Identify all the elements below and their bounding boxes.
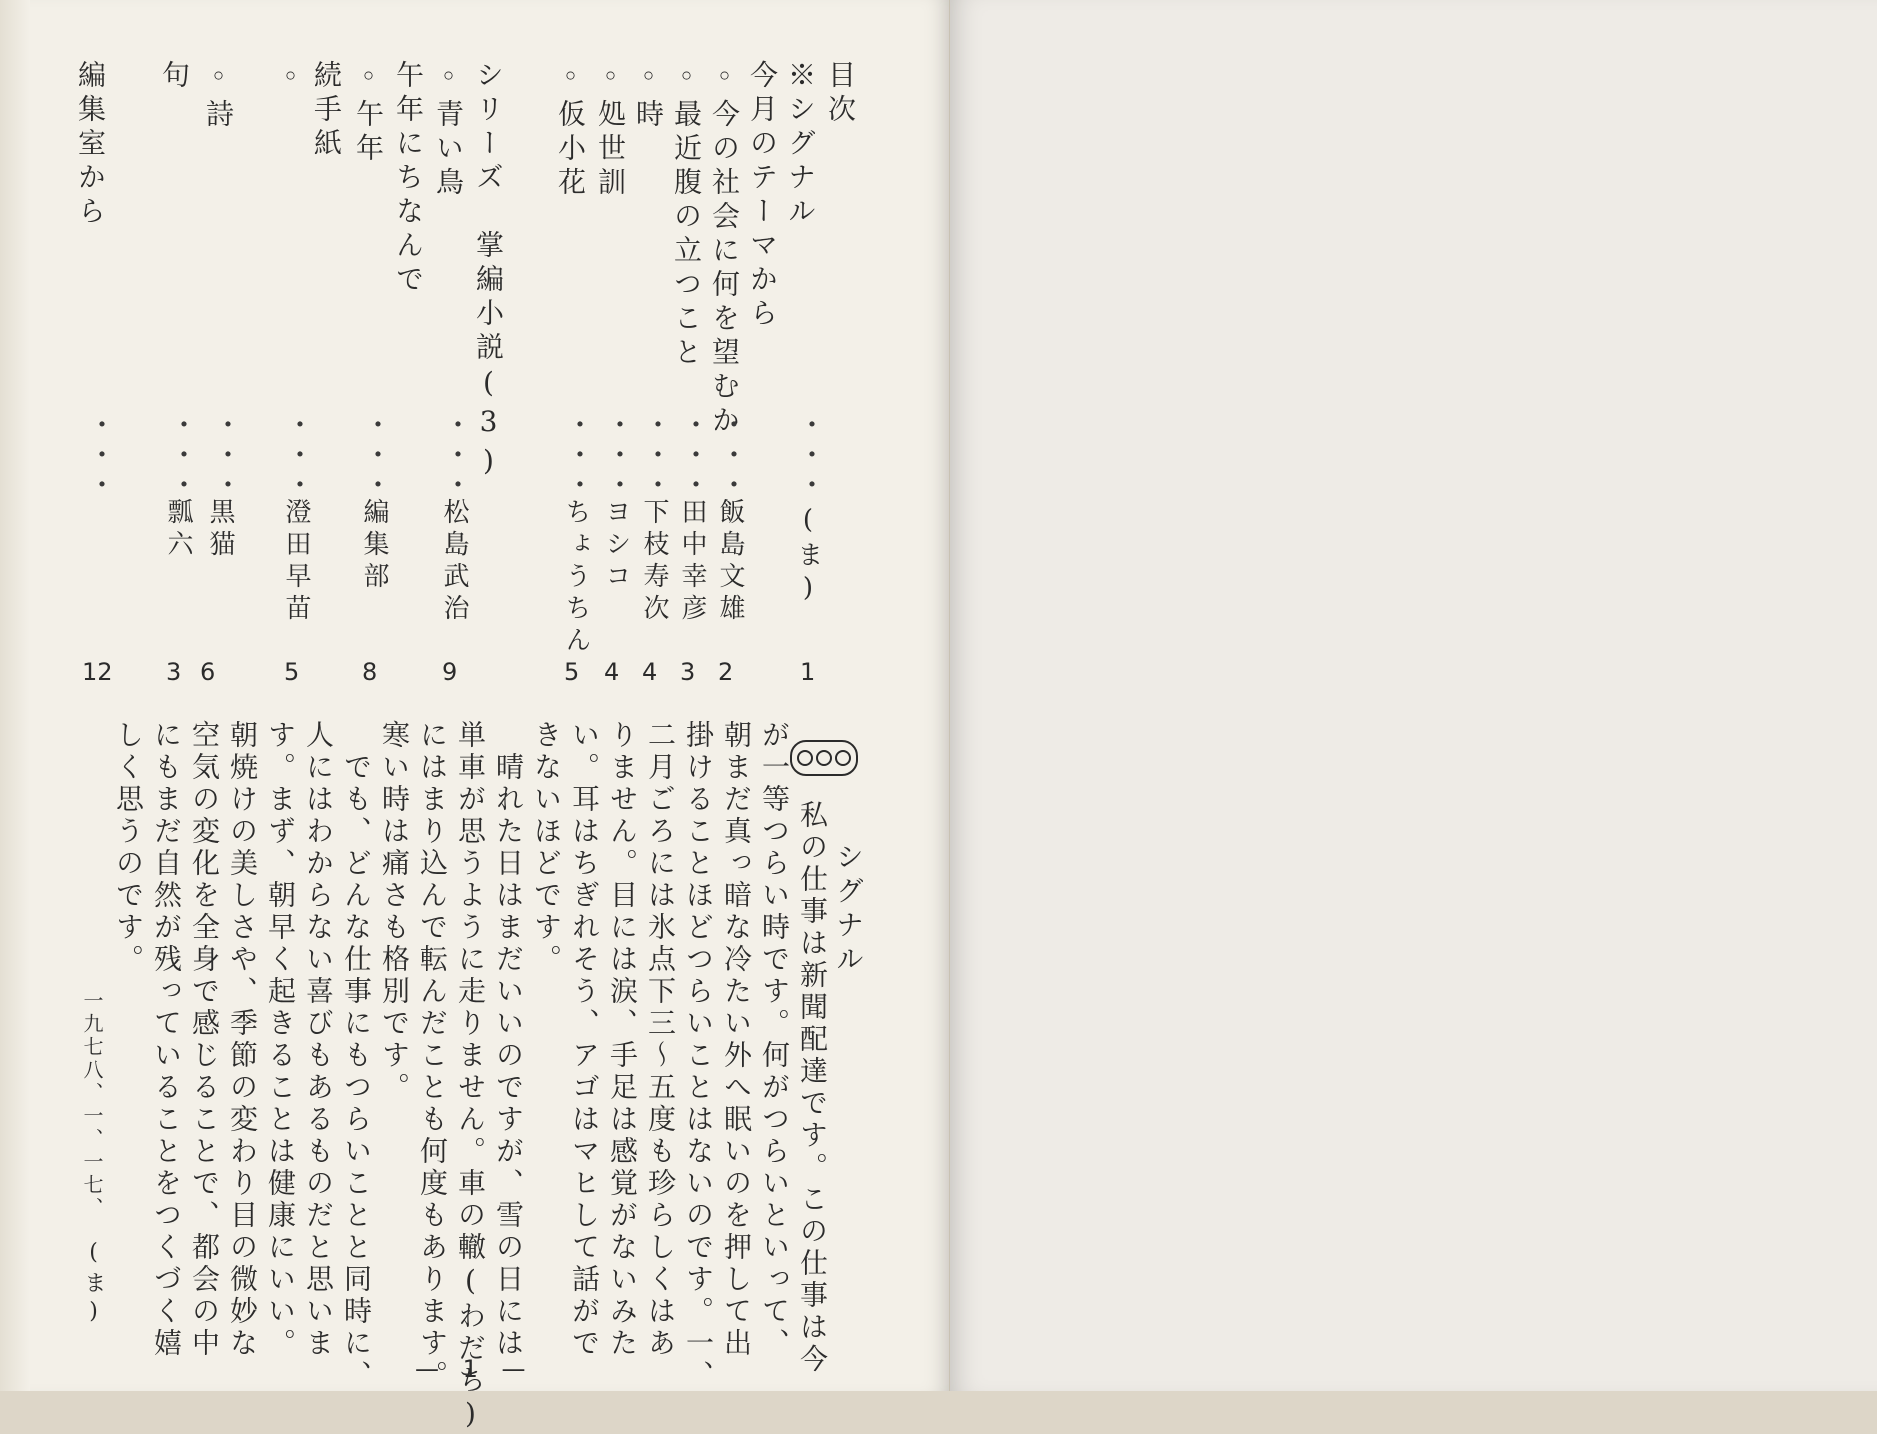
toc-item-page: 5 — [284, 658, 300, 686]
toc-leader: ・・・ — [166, 410, 199, 500]
toc-item-title: ◦青い鳥 — [432, 60, 465, 201]
toc-item-title: ◦ — [274, 60, 307, 99]
signal-logo-icon — [790, 740, 858, 776]
toc-leader: ・・・ — [794, 410, 827, 500]
toc-item-author: 下枝寿次 — [639, 498, 669, 626]
signal-line: しく思うのです。 — [112, 720, 145, 976]
signal-line: 人にはわからない喜びもあるものだと思いま — [302, 720, 335, 1360]
signal-line: 空気の変化を全身で感じることで、都会の中 — [188, 720, 221, 1360]
toc-item-title: ◦今の社会に何を望むか — [708, 60, 741, 439]
toc-item-title: ◦午年 — [352, 60, 385, 167]
toc-leader: ・・・ — [440, 410, 473, 500]
signal-line: 朝まだ真っ暗な冷たい外へ眠いのを押して出 — [720, 720, 753, 1360]
toc-leader: ・・・ — [562, 410, 595, 500]
toc-item-title: 午年にちなんで — [392, 60, 425, 298]
toc-item-page: 8 — [362, 658, 378, 686]
toc-item-page: 6 — [200, 658, 216, 686]
signal-line: 二月ごろには氷点下三〜五度も珍らしくはあ — [644, 720, 677, 1360]
toc-item-page: 12 — [82, 658, 113, 686]
toc-item-title: ◦処世訓 — [594, 60, 627, 201]
toc-leader: ・・・ — [716, 410, 749, 500]
signal-line: でも、どんな仕事にもつらいことと同時に、 — [340, 720, 373, 1392]
toc-item-title: 編集室から — [74, 60, 107, 230]
toc-item-page: 4 — [642, 658, 658, 686]
toc-leader: ・・・ — [210, 410, 243, 500]
toc-item-title: 続手紙 — [310, 60, 343, 162]
toc-item-title: ※シグナル — [784, 60, 817, 230]
toc-item-title: 句 — [158, 60, 191, 94]
signal-line: 晴れた日はまだいいのですが、雪の日には — [492, 720, 525, 1360]
right-page-blank — [950, 0, 1877, 1391]
signal-line: にはまり込んで転んだことも何度もあります。 — [416, 720, 449, 1392]
signal-line: 掛けることほどつらいことはないのです。一、 — [682, 720, 715, 1392]
page-number: — 1 — — [415, 1355, 534, 1383]
signal-line: 寒い時は痛さも格別です。 — [378, 720, 411, 1104]
toc-item-author: 松島武治 — [439, 498, 469, 626]
signal-line: にもまだ自然が残っていることをつくづく嬉 — [150, 720, 183, 1360]
toc-leader: ・・・ — [282, 410, 315, 500]
toc-item-title: ◦最近腹の立つこと — [670, 60, 703, 371]
toc-leader: ・・・ — [360, 410, 393, 500]
toc-item-page: 3 — [680, 658, 696, 686]
signal-line: きないほどです。 — [530, 720, 563, 976]
toc-item-author: 瓢六 — [163, 498, 193, 562]
signal-line: す。まず、朝早く起きることは健康にいい。 — [264, 720, 297, 1360]
signal-line: 朝焼けの美しさや、季節の変わり目の微妙な — [226, 720, 259, 1360]
toc-item-author: 編集部 — [359, 498, 389, 594]
signal-title: シグナル — [832, 842, 865, 978]
signal-date: 一九七八、一、一七、 — [80, 990, 104, 1220]
signal-line: い。耳はちぎれそう、アゴはマヒして話がで — [568, 720, 601, 1360]
toc-item-page: 1 — [800, 658, 816, 686]
toc-item-page: 3 — [166, 658, 182, 686]
toc-item-author: 田中幸彦 — [677, 498, 707, 626]
toc-item-page: 2 — [718, 658, 734, 686]
toc-item-author: (ま) — [793, 505, 823, 609]
signal-line: が一等つらい時です。何がつらいといって、 — [758, 720, 791, 1360]
toc-leader: ・・・ — [678, 410, 711, 500]
toc-item-author: 飯島文雄 — [715, 498, 745, 626]
signal-signature: (ま) — [81, 1240, 106, 1330]
toc-item-title: 今月のテーマから — [746, 60, 779, 332]
toc-item-title: シリーズ 掌編小説(3) — [472, 60, 505, 483]
toc-item-author: 澄田早苗 — [281, 498, 311, 626]
signal-line: 私の仕事は新聞配達です。この仕事は今 — [796, 800, 829, 1376]
toc-item-title: ◦詩 — [202, 60, 235, 133]
toc-item-author: ヨシコ — [601, 498, 631, 594]
toc-leader: ・・・ — [602, 410, 635, 500]
toc-leader: ・・・ — [84, 410, 117, 500]
toc-item-author: ちょうちん — [561, 498, 591, 658]
toc-item-page: 5 — [564, 658, 580, 686]
toc-leader: ・・・ — [640, 410, 673, 500]
toc-item-page: 4 — [604, 658, 620, 686]
toc-item-title: ◦仮小花 — [554, 60, 587, 201]
toc-heading: 目次 — [824, 60, 857, 128]
signal-line: りません。目には涙、手足は感覚がないみた — [606, 720, 639, 1360]
toc-item-author: 黒猫 — [205, 498, 235, 562]
toc-item-title: ◦時 — [632, 60, 665, 133]
signal-line: 単車が思うように走りません。車の轍(わだち) — [454, 720, 487, 1434]
toc-item-page: 9 — [442, 658, 458, 686]
